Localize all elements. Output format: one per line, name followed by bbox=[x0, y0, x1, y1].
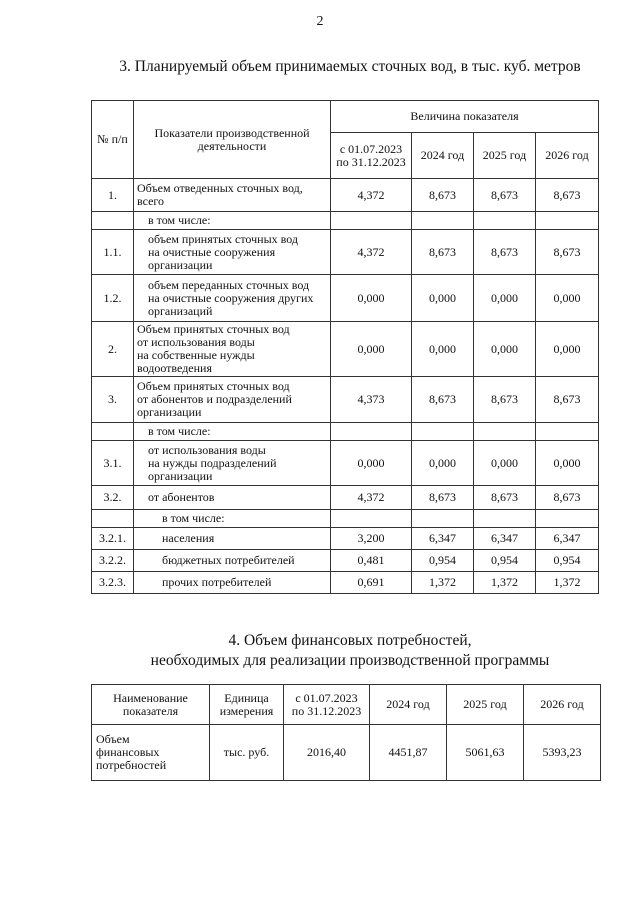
value-2025: 0,000 bbox=[474, 322, 536, 377]
fin-header-unit bbox=[210, 685, 284, 725]
row-indicator-line: от абонентов bbox=[148, 490, 215, 504]
row-number: 3.1. bbox=[92, 441, 134, 486]
value-2026: 0,000 bbox=[536, 275, 599, 322]
value-period1 bbox=[331, 510, 412, 528]
value-2026: 8,673 bbox=[536, 179, 599, 212]
value-2024: 1,372 bbox=[412, 572, 474, 594]
value-2024 bbox=[412, 212, 474, 230]
value-2026: 6,347 bbox=[536, 528, 599, 550]
value-2025: 0,000 bbox=[474, 275, 536, 322]
value-2026: 0,954 bbox=[536, 550, 599, 572]
row-indicator-line: на очистные сооружения bbox=[148, 244, 276, 259]
value-2026: 8,673 bbox=[536, 486, 599, 510]
value-period1: 0,000 bbox=[331, 441, 412, 486]
section3-title: 3. Планируемый объем принимаемых сточных вод, в тыс. куб. метров bbox=[119, 58, 581, 75]
table-row bbox=[92, 572, 599, 594]
value-period1: 4,372 bbox=[331, 230, 412, 275]
row-indicator-line: в том числе: bbox=[148, 424, 211, 438]
value-2025: 8,673 bbox=[474, 486, 536, 510]
row-indicator bbox=[134, 441, 331, 486]
value-2026: 1,372 bbox=[536, 572, 599, 594]
value-2025: 0,000 bbox=[474, 441, 536, 486]
value-2025: 8,673 bbox=[474, 230, 536, 275]
financial-needs-table bbox=[91, 684, 601, 781]
row-number: 1.1. bbox=[92, 230, 134, 275]
row-indicator-line: бюджетных потребителей bbox=[162, 553, 295, 567]
value-period1: 0,000 bbox=[331, 275, 412, 322]
table-row bbox=[92, 212, 599, 230]
row-indicator bbox=[134, 212, 331, 230]
row-number: 1. bbox=[92, 179, 134, 212]
value-2024: 8,673 bbox=[412, 486, 474, 510]
row-number: 3. bbox=[92, 377, 134, 423]
row-indicator bbox=[134, 423, 331, 441]
value-period1: 4,372 bbox=[331, 179, 412, 212]
value-2026: 8,673 bbox=[536, 377, 599, 423]
row-indicator-line: в том числе: bbox=[148, 213, 211, 227]
value-2025: 0,954 bbox=[474, 550, 536, 572]
value-2025: 1,372 bbox=[474, 572, 536, 594]
row-indicator bbox=[134, 510, 331, 528]
value-period1: 0,000 bbox=[331, 322, 412, 377]
fin-header-2024: 2024 год bbox=[370, 685, 447, 725]
table-row bbox=[92, 179, 599, 212]
value-2025 bbox=[474, 423, 536, 441]
value-2025: 8,673 bbox=[474, 179, 536, 212]
row-number: 3.2.2. bbox=[92, 550, 134, 572]
row-indicator bbox=[134, 275, 331, 322]
value-period1: 3,200 bbox=[331, 528, 412, 550]
header-2024: 2024 год bbox=[412, 133, 474, 179]
fin-row-value-2026: 5393,23 bbox=[524, 725, 601, 781]
fin-header-unit-line2: измерения bbox=[219, 703, 274, 718]
value-period1: 4,373 bbox=[331, 377, 412, 423]
table-row bbox=[92, 275, 599, 322]
value-2026: 0,000 bbox=[536, 441, 599, 486]
row-indicator bbox=[134, 572, 331, 594]
page-number: 2 bbox=[316, 14, 324, 29]
value-2024: 6,347 bbox=[412, 528, 474, 550]
fin-header-2026: 2026 год bbox=[524, 685, 601, 725]
row-number bbox=[92, 423, 134, 441]
fin-row-unit: тыс. руб. bbox=[210, 725, 284, 781]
row-indicator-line: объем переданных сточных вод bbox=[148, 277, 310, 292]
row-indicator bbox=[134, 528, 331, 550]
table-row bbox=[92, 322, 599, 377]
value-2025: 6,347 bbox=[474, 528, 536, 550]
row-number: 3.2.3. bbox=[92, 572, 134, 594]
value-2024 bbox=[412, 423, 474, 441]
row-indicator bbox=[134, 322, 331, 377]
wastewater-table bbox=[91, 100, 599, 594]
fin-header-name-line2: показателя bbox=[122, 703, 179, 718]
value-period1 bbox=[331, 212, 412, 230]
table-row bbox=[92, 550, 599, 572]
row-indicator-line: водоотведения bbox=[137, 361, 212, 375]
fin-header-2025: 2025 год bbox=[447, 685, 524, 725]
row-indicator-line: на нужды подразделений bbox=[148, 455, 277, 470]
row-indicator-line: Объем принятых сточных вод bbox=[137, 379, 290, 393]
row-number: 3.2. bbox=[92, 486, 134, 510]
value-period1: 0,691 bbox=[331, 572, 412, 594]
row-indicator bbox=[134, 550, 331, 572]
fin-header-unit-line1: Единица bbox=[224, 690, 269, 705]
fin-row-name-line2: финансовых bbox=[96, 745, 160, 759]
value-2024: 8,673 bbox=[412, 179, 474, 212]
fin-header-period1 bbox=[284, 685, 370, 725]
header-num: № п/п bbox=[92, 101, 134, 179]
row-indicator-line: на очистные сооружения других bbox=[148, 290, 314, 305]
value-2024: 8,673 bbox=[412, 377, 474, 423]
header-value: Величина показателя bbox=[331, 101, 599, 133]
fin-row-value-2024: 4451,87 bbox=[370, 725, 447, 781]
table-row bbox=[92, 230, 599, 275]
header-period1-line1: с 01.07.2023 bbox=[339, 141, 403, 156]
header-2026: 2026 год bbox=[536, 133, 599, 179]
row-indicator-line: организации bbox=[148, 257, 213, 272]
fin-row-name bbox=[92, 725, 210, 781]
value-period1: 0,481 bbox=[331, 550, 412, 572]
row-indicator-line: организаций bbox=[148, 303, 213, 318]
table-row bbox=[92, 441, 599, 486]
header-indicator: Показатели производственной деятельности bbox=[134, 101, 331, 179]
row-indicator-line: объем принятых сточных вод bbox=[148, 231, 298, 246]
value-2025: 8,673 bbox=[474, 377, 536, 423]
row-indicator-line: на собственные нужды bbox=[137, 348, 255, 362]
value-2026 bbox=[536, 212, 599, 230]
row-indicator-line: Объем отведенных сточных вод, bbox=[137, 181, 303, 195]
value-2024 bbox=[412, 510, 474, 528]
fin-row-value-2025: 5061,63 bbox=[447, 725, 524, 781]
row-indicator bbox=[134, 377, 331, 423]
value-2026: 0,000 bbox=[536, 322, 599, 377]
value-2024: 0,954 bbox=[412, 550, 474, 572]
row-indicator-line: населения bbox=[162, 531, 215, 545]
value-2026 bbox=[536, 423, 599, 441]
table-row bbox=[92, 377, 599, 423]
fin-header-period1-line2: по 31.12.2023 bbox=[291, 703, 362, 718]
value-2025 bbox=[474, 510, 536, 528]
fin-row-name-line3: потребностей bbox=[96, 758, 167, 772]
section4-title-line2: необходимых для реализации производственной программы bbox=[150, 652, 550, 669]
header-2025: 2025 год bbox=[474, 133, 536, 179]
row-indicator-line: от использования воды bbox=[137, 335, 255, 349]
table-row bbox=[92, 528, 599, 550]
row-indicator bbox=[134, 230, 331, 275]
row-number bbox=[92, 212, 134, 230]
fin-header-period1-line1: с 01.07.2023 bbox=[295, 690, 358, 705]
row-indicator-line: от абонентов и подразделений bbox=[137, 392, 292, 406]
header-period1-line2: по 31.12.2023 bbox=[336, 154, 406, 169]
value-period1 bbox=[331, 423, 412, 441]
row-indicator-line: всего bbox=[137, 194, 165, 208]
row-indicator bbox=[134, 179, 331, 212]
row-indicator-line: в том числе: bbox=[162, 511, 225, 525]
table-row bbox=[92, 486, 599, 510]
row-indicator-line: от использования воды bbox=[148, 442, 266, 457]
value-period1: 4,372 bbox=[331, 486, 412, 510]
value-2026 bbox=[536, 510, 599, 528]
value-2024: 0,000 bbox=[412, 322, 474, 377]
fin-row-name-line1: Объем bbox=[96, 732, 130, 746]
row-indicator-line: Объем принятых сточных вод bbox=[137, 322, 290, 336]
fin-header-name-line1: Наименование bbox=[113, 690, 188, 705]
row-number: 3.2.1. bbox=[92, 528, 134, 550]
value-2025 bbox=[474, 212, 536, 230]
row-indicator bbox=[134, 486, 331, 510]
value-2024: 8,673 bbox=[412, 230, 474, 275]
value-2026: 8,673 bbox=[536, 230, 599, 275]
fin-header-name bbox=[92, 685, 210, 725]
row-number: 1.2. bbox=[92, 275, 134, 322]
row-indicator-line: организации bbox=[148, 468, 213, 483]
fin-row-value-period1: 2016,40 bbox=[284, 725, 370, 781]
table-row bbox=[92, 423, 599, 441]
header-period1 bbox=[331, 133, 412, 179]
row-indicator-line: организации bbox=[137, 405, 202, 419]
section4-title-line1: 4. Объем финансовых потребностей, bbox=[228, 632, 472, 649]
table-row bbox=[92, 510, 599, 528]
value-2024: 0,000 bbox=[412, 275, 474, 322]
row-indicator-line: прочих потребителей bbox=[162, 575, 272, 589]
row-number: 2. bbox=[92, 322, 134, 377]
row-number bbox=[92, 510, 134, 528]
value-2024: 0,000 bbox=[412, 441, 474, 486]
